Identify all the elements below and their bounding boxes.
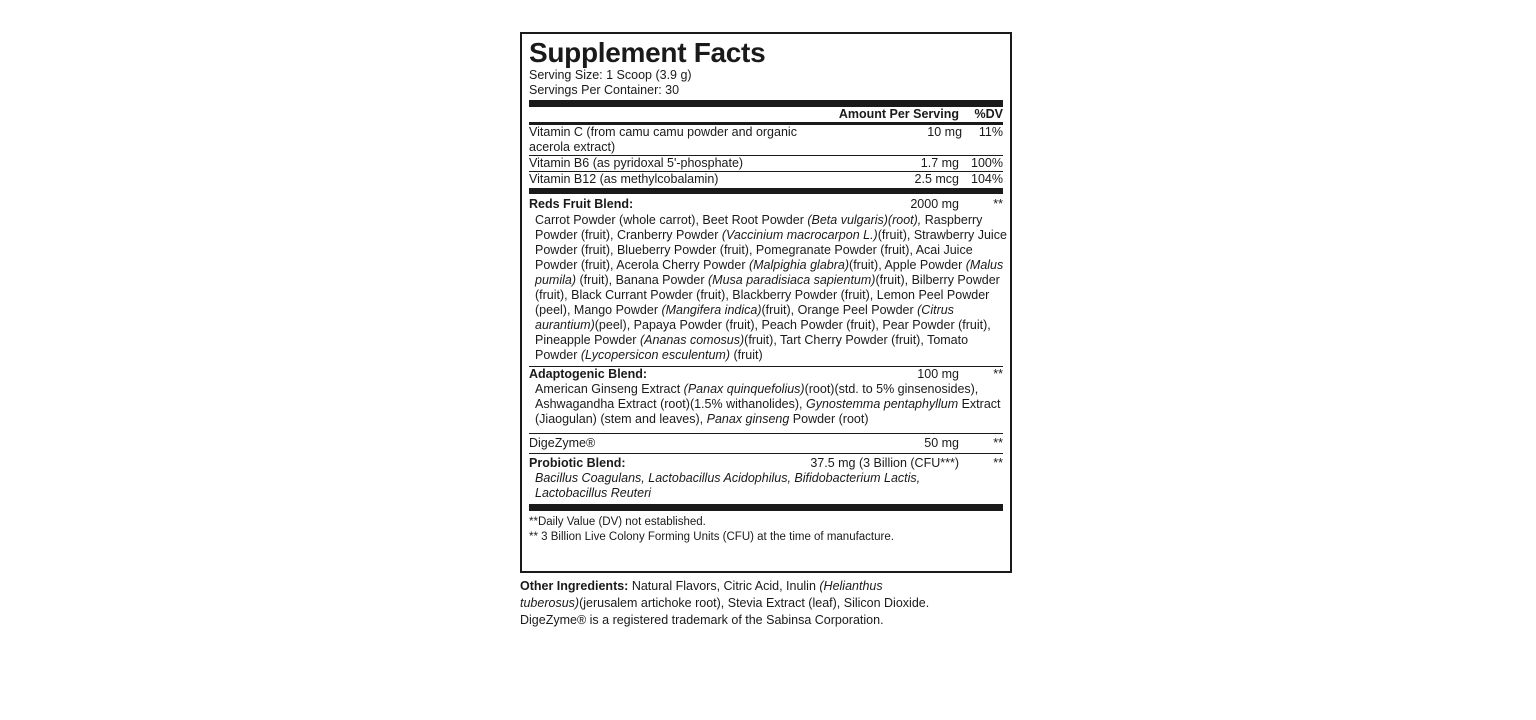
nutrient-amount: 2.5 mcg bbox=[914, 172, 959, 186]
blend-name: Probiotic Blend: bbox=[529, 456, 626, 470]
ingredient-name: DigeZyme® bbox=[529, 436, 596, 450]
column-header bbox=[529, 107, 1003, 122]
nutrient-dv: 11% bbox=[978, 125, 1003, 139]
blend-name: Reds Fruit Blend: bbox=[529, 197, 634, 211]
trademark-notice: DigeZyme® is a registered trademark of the Sabinsa Corporation. bbox=[520, 613, 884, 627]
supplement-facts-panel bbox=[520, 32, 1012, 573]
adaptogenic-ingredients: American Ginseng Extract (Panax quinquefolius)(root)(std. to 5% ginsenosides), Ashwagandha Extract (root)(1.5% withanolides), Gynostemma pentaphyllum Extract (Jiaogulan) (stem and leaves), Panax ginseng Powder (root) bbox=[535, 382, 1001, 426]
footnote-dv: **Daily Value (DV) not established. bbox=[529, 516, 706, 528]
other-ingredients-label: Other Ingredients: bbox=[520, 579, 629, 593]
blend-amount: 100 mg bbox=[917, 367, 959, 381]
blend-amount: 2000 mg bbox=[910, 197, 959, 211]
ingredient-row-digezyme bbox=[529, 436, 1003, 451]
ingredient-amount: 50 mg bbox=[924, 436, 959, 450]
panel-title: Supplement Facts bbox=[529, 37, 766, 68]
nutrient-name: Vitamin B6 (as pyridoxal 5'-phosphate) bbox=[529, 156, 744, 170]
blend-dv: ** bbox=[993, 367, 1003, 381]
nutrient-name: Vitamin C (from camu camu powder and organic acerola extract) bbox=[529, 125, 797, 154]
ingredient-dv: ** bbox=[993, 436, 1003, 450]
serving-size: Serving Size: 1 Scoop (3.9 g) bbox=[529, 68, 692, 82]
servings-per-container: Servings Per Container: 30 bbox=[529, 83, 680, 97]
nutrient-row-vitamin-b6 bbox=[529, 156, 1003, 171]
dv-header: %DV bbox=[974, 107, 1003, 121]
blend-row-reds bbox=[529, 197, 1003, 212]
nutrient-name: Vitamin B12 (as methylcobalamin) bbox=[529, 172, 719, 186]
other-ingredients-line-2: tuberosus)(jerusalem artichoke root), Stevia Extract (leaf), Silicon Dioxide. bbox=[520, 596, 930, 610]
divider-thick bbox=[529, 188, 1003, 194]
blend-amount: 37.5 mg (3 Billion (CFU***) bbox=[810, 456, 959, 470]
nutrient-dv: 104% bbox=[971, 172, 1003, 186]
blend-row-adaptogenic bbox=[529, 367, 1003, 382]
divider bbox=[529, 453, 1003, 454]
nutrient-amount: 10 mg bbox=[927, 125, 963, 139]
amount-header: Amount Per Serving bbox=[838, 107, 959, 121]
probiotic-ingredients: Bacillus Coagulans, Lactobacillus Acidophilus, Bifidobacterium Lactis, Lactobacillus Reuteri bbox=[535, 471, 921, 500]
nutrient-row-vitamin-c bbox=[529, 125, 1003, 155]
footnote-cfu: ** 3 Billion Live Colony Forming Units (CFU) at the time of manufacture. bbox=[529, 531, 894, 543]
divider-thick bbox=[529, 100, 1003, 107]
blend-row-probiotic bbox=[529, 456, 1003, 471]
other-ingredients-line-1: Other Ingredients: Natural Flavors, Citric Acid, Inulin (Helianthus bbox=[520, 579, 883, 593]
divider-thick bbox=[529, 504, 1003, 511]
divider bbox=[529, 433, 1003, 434]
nutrient-amount: 1.7 mg bbox=[920, 156, 959, 170]
blend-dv: ** bbox=[993, 456, 1003, 470]
nutrient-dv: 100% bbox=[971, 156, 1003, 170]
blend-name: Adaptogenic Blend: bbox=[529, 367, 648, 381]
nutrient-row-vitamin-b12 bbox=[529, 172, 1003, 187]
reds-ingredients: Carrot Powder (whole carrot), Beet Root Powder (Beta vulgaris)(root), Raspberry Powder (fruit), Cranberry Powder (Vaccinium macrocarpon L.)(fruit), Strawberry Juice Powder (fruit), Blueberry Powder (fruit), Pomegranate Powder (fruit), Acai Juice Powder (fruit), Acerola Cherry Powder (Malpighia glabra)(fruit), Apple Powder (Malus pumila) (fruit), Banana Powder (Musa paradisiaca sapientum)(fruit), Bilberry Powder (fruit), Black Currant Powder (fruit), Blackberry Powder (fruit), Lemon Peel Powder (peel), Mango Powder (Mangifera indica)(fruit), Orange Peel Powder (Citrus aurantium)(peel), Papaya Powder (fruit), Peach Powder (fruit), Pear Powder (fruit), Pineapple Powder (Ananas comosus)(fruit), Tart Cherry Powder (fruit), Tomato Powder (Lycopersicon esculentum) (fruit) bbox=[535, 213, 1007, 362]
other-ingredients bbox=[520, 578, 990, 629]
blend-dv: ** bbox=[993, 197, 1003, 211]
botanical-name-continued: tuberosus) bbox=[520, 596, 580, 610]
